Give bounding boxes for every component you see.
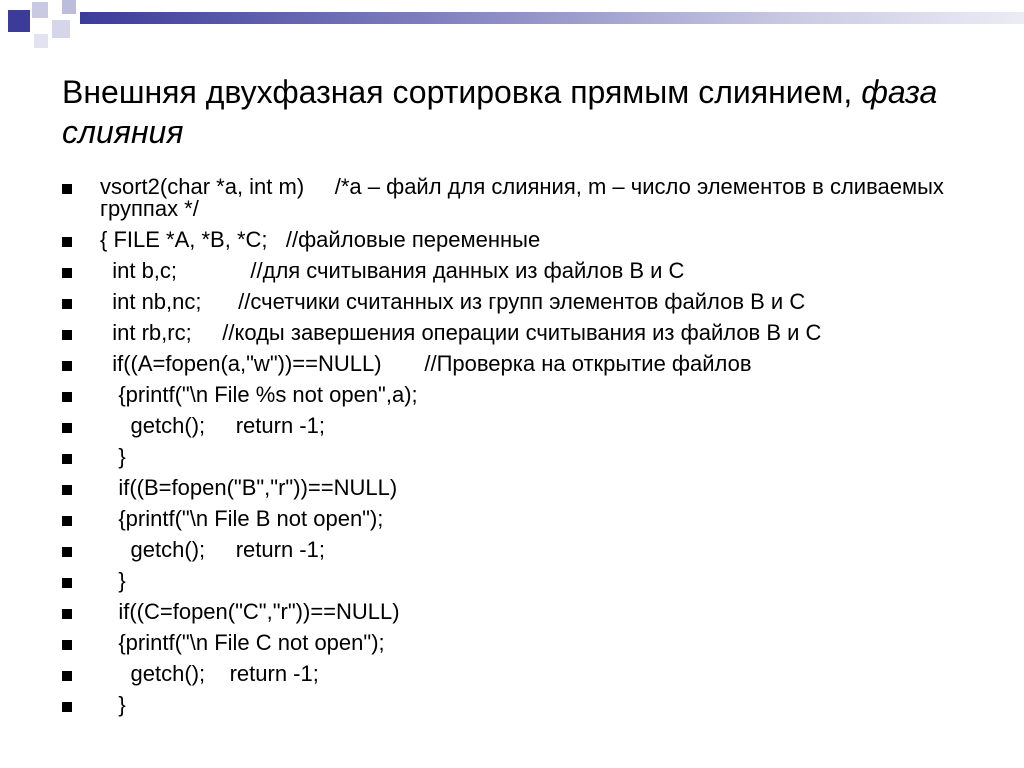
list-item-text: getch(); return -1; (100, 537, 325, 562)
bullet-square-icon (62, 361, 72, 371)
deco-square-light (32, 2, 48, 18)
list-item (62, 477, 962, 499)
bullet-square-icon (62, 454, 72, 464)
slide-title-main: Внешняя двухфазная сортировка прямым слиянием, (62, 74, 862, 110)
bullet-square-icon (62, 671, 72, 681)
list-item (62, 570, 962, 592)
bullet-square-icon (62, 299, 72, 309)
list-item (62, 260, 962, 282)
bullet-square-icon (62, 237, 72, 247)
list-item-text: if((C=fopen("C","r"))==NULL) (100, 599, 400, 624)
decorative-header (0, 0, 1024, 56)
bullet-square-icon (62, 640, 72, 650)
list-item (62, 694, 962, 716)
list-item (62, 663, 962, 685)
slide-title-emphasis: фаза слияния (62, 74, 938, 150)
bullet-square-icon (62, 516, 72, 526)
bullet-square-icon (62, 578, 72, 588)
list-item (62, 632, 962, 654)
list-item-text: getch(); return -1; (100, 413, 325, 438)
bullet-square-icon (62, 392, 72, 402)
list-item-text: int nb,nc; //счетчики считанных из групп элементов файлов B и C (100, 289, 806, 314)
list-item-text: int rb,rc; //коды завершения операции считывания из файлов B и C (100, 320, 822, 345)
deco-square-light (34, 34, 48, 48)
bullet-square-icon (62, 702, 72, 712)
bullet-square-icon (62, 609, 72, 619)
list-item-text: vsort2(char *a, int m) /*a – файл для слияния, m – число элементов в сливаемых группах */ (100, 174, 951, 221)
slide-title (62, 72, 982, 152)
list-item (62, 384, 962, 406)
deco-square-light (62, 0, 76, 14)
bullet-square-icon (62, 184, 72, 194)
list-item (62, 415, 962, 437)
list-item (62, 322, 962, 344)
slide-content-list (62, 176, 962, 725)
list-item (62, 229, 962, 251)
list-item (62, 446, 962, 468)
list-item (62, 176, 962, 220)
list-item (62, 353, 962, 375)
header-gradient-bar (80, 12, 1024, 24)
list-item-text: } (100, 568, 126, 593)
bullet-square-icon (62, 547, 72, 557)
list-item-text: {printf("\n File B not open"); (100, 506, 384, 531)
list-item-text: { FILE *A, *B, *C; //файловые переменные (100, 227, 541, 252)
list-item-text: getch(); return -1; (100, 661, 319, 686)
bullet-square-icon (62, 268, 72, 278)
list-item-text: if((B=fopen("B","r"))==NULL) (100, 475, 398, 500)
list-item (62, 601, 962, 623)
list-item-text: {printf("\n File %s not open",a); (100, 382, 418, 407)
list-item-text: if((A=fopen(a,"w"))==NULL) //Проверка на открытие файлов (100, 351, 752, 376)
list-item (62, 539, 962, 561)
deco-square-light (52, 20, 70, 38)
bullet-square-icon (62, 330, 72, 340)
list-item (62, 508, 962, 530)
list-item-text: } (100, 692, 126, 717)
list-item-text: {printf("\n File C not open"); (100, 630, 385, 655)
deco-square-dark (8, 10, 30, 32)
list-item-text: } (100, 444, 126, 469)
bullet-square-icon (62, 423, 72, 433)
list-item-text: int b,c; //для считывания данных из файлов B и C (100, 258, 685, 283)
list-item (62, 291, 962, 313)
bullet-square-icon (62, 485, 72, 495)
